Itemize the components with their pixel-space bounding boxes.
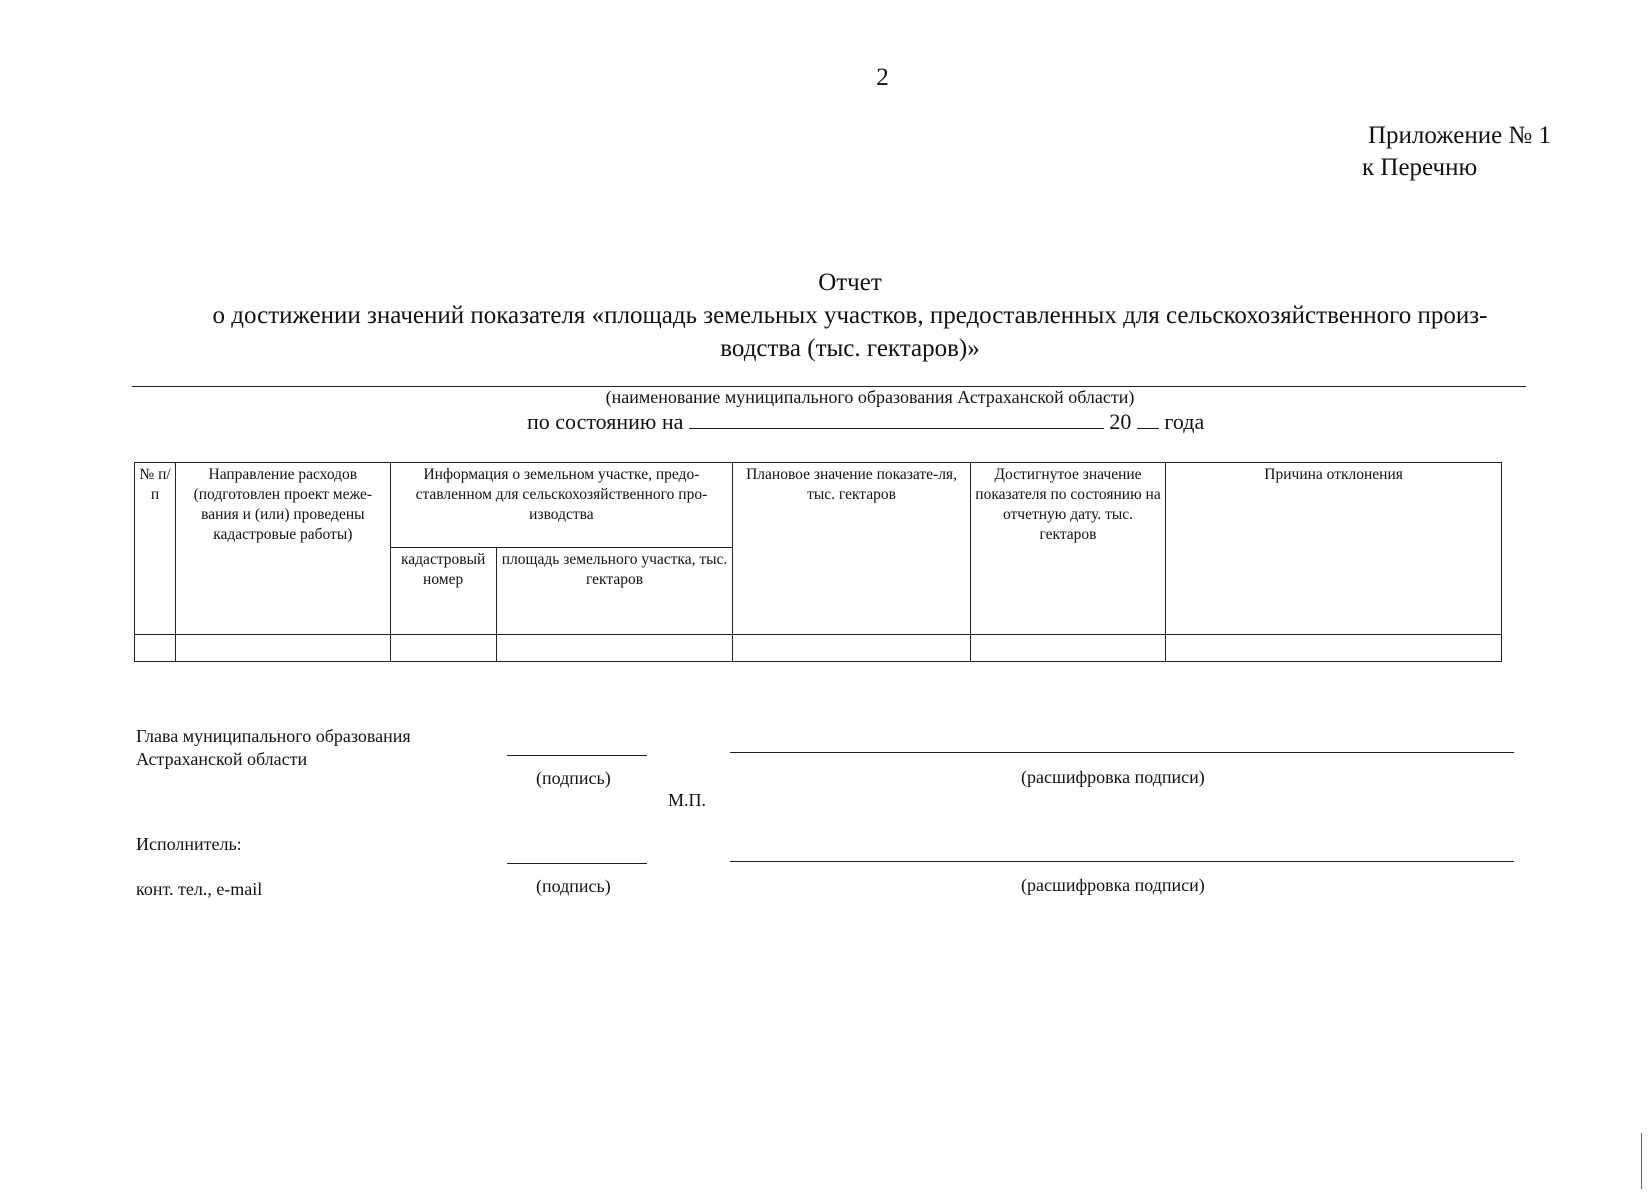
- table-cell: [1166, 635, 1502, 662]
- col-header-reason: Причина отклонения: [1166, 463, 1502, 635]
- head-signature-line: [507, 755, 647, 756]
- report-table: [134, 462, 1502, 662]
- col-header-area: площадь земельного участка, тыс. гектаров: [496, 548, 733, 635]
- col-header-num: № п/п: [135, 463, 176, 635]
- col-header-cadastral: кадастровый номер: [390, 548, 496, 635]
- executor-decode-line: [730, 861, 1514, 862]
- year-suffix: года: [1164, 409, 1205, 434]
- year-prefix: 20: [1109, 409, 1132, 434]
- col-header-direction: Направление расходов (подготовлен проект меже-вания и (или) проведены кадастровые работы): [176, 463, 390, 635]
- head-label: [136, 725, 411, 771]
- table-cell: [496, 635, 733, 662]
- executor-label: Исполнитель:: [136, 834, 242, 854]
- head-label-line-1: Глава муниципального образования: [136, 726, 411, 746]
- report-title: [130, 266, 1570, 365]
- head-decode-line: [730, 752, 1514, 753]
- executor-decode-caption: (расшифровка подписи): [1021, 875, 1205, 895]
- municipality-caption: (наименование муниципального образования Астраханской области): [605, 387, 1135, 407]
- head-label-line-2: Астраханской области: [136, 749, 308, 769]
- head-signature-caption: (подпись): [536, 768, 611, 788]
- page-number: 2: [876, 64, 889, 91]
- col-header-info: Информация о земельном участке, предо-ставленном для сельскохозяйственного про-изводства: [390, 463, 733, 548]
- header-row-1: [135, 463, 1502, 548]
- year-blank: [1137, 408, 1159, 429]
- contact-label: конт. тел., e-mail: [136, 879, 263, 899]
- scan-edge-mark: [1641, 1133, 1642, 1189]
- table-cell: [176, 635, 390, 662]
- appendix-line-1: Приложение № 1: [1368, 122, 1552, 149]
- executor-signature-line: [507, 863, 647, 864]
- col-header-planned: Плановое значение показате-ля, тыс. гектаров: [733, 463, 971, 635]
- table-cell: [390, 635, 496, 662]
- head-decode-caption: (расшифровка подписи): [1021, 767, 1205, 787]
- title-line-3: водства (тыс. гектаров)»: [720, 335, 980, 362]
- table-cell: [733, 635, 971, 662]
- executor-signature-caption: (подпись): [536, 876, 611, 896]
- table-cell: [135, 635, 176, 662]
- table-row: [135, 635, 1502, 662]
- stamp-label: М.П.: [668, 790, 707, 810]
- as-of-date-line: [527, 408, 1204, 435]
- title-line-2: о достижении значений показателя «площадь земельных участков, предоставленных для сельскохозяйственного произ-: [212, 302, 1488, 329]
- col-header-achieved: Достигнутое значение показателя по состоянию на отчетную дату. тыс. гектаров: [970, 463, 1165, 635]
- table-cell: [970, 635, 1165, 662]
- as-of-prefix: по состоянию на: [527, 409, 684, 434]
- appendix-heading: [1362, 120, 1552, 184]
- date-blank: [689, 408, 1104, 429]
- title-line-1: Отчет: [818, 269, 882, 296]
- appendix-line-2: к Перечню: [1362, 154, 1478, 181]
